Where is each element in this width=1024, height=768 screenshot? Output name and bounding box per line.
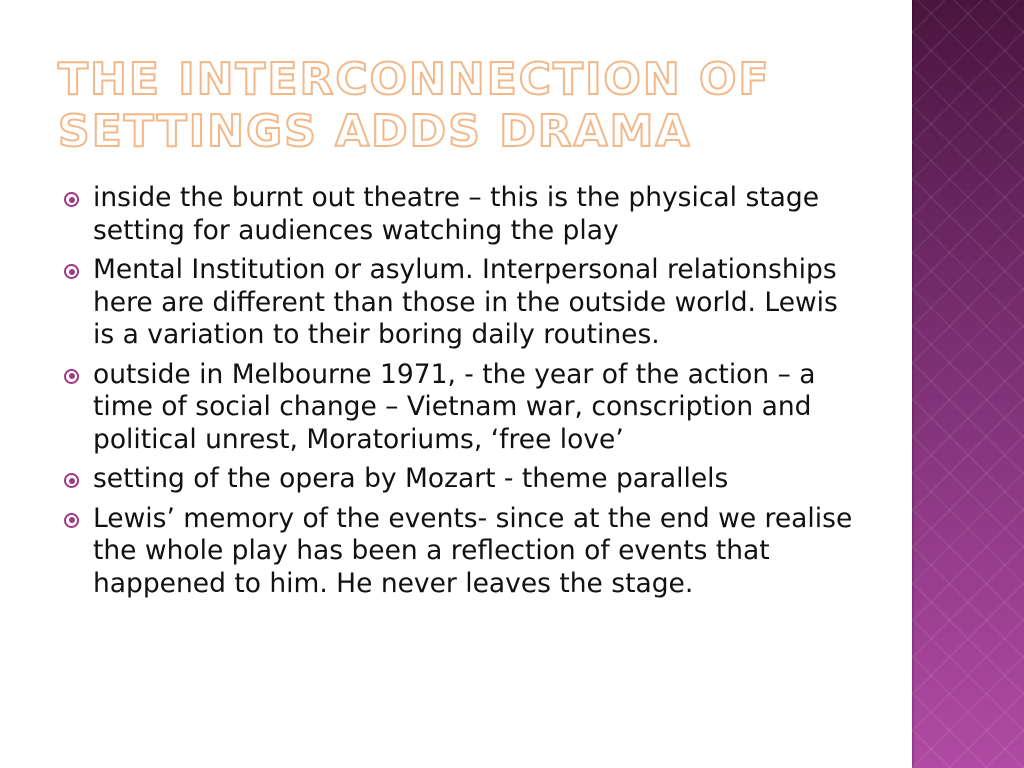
side-band-edge: [912, 0, 914, 768]
slide-title-line-1: THE INTERCONNECTION OF: [58, 54, 771, 105]
circle-bullet-icon: [64, 369, 79, 384]
bullet-text: Mental Institution or asylum. Interpersonal relationships here are different than those in the outside world. Lewis is a variation to their boring daily routines.: [93, 254, 838, 350]
bullet-list: [64, 182, 864, 607]
bullet-text: setting of the opera by Mozart - theme parallels: [93, 463, 729, 494]
bullet-text: outside in Melbourne 1971, - the year of the action – a time of social change – Vietnam war, conscription and political unrest, Moratoriums, ‘free love’: [93, 358, 816, 455]
bullet-item: [64, 182, 864, 247]
bullet-text: Lewis’ memory of the events- since at the end we realise the whole play has been a reflection of events that happened to him. He never leaves the stage.: [93, 502, 853, 599]
circle-bullet-icon: [64, 513, 79, 528]
bullet-item: [64, 254, 864, 352]
bullet-item: [64, 503, 864, 601]
bullet-text: inside the burnt out theatre – this is the physical stage setting for audiences watching the play: [93, 182, 820, 246]
slide-title: [58, 54, 888, 158]
circle-bullet-icon: [64, 473, 79, 488]
decorative-side-band: [912, 0, 1024, 768]
bullet-item: [64, 359, 864, 457]
circle-bullet-icon: [64, 192, 79, 207]
diamond-pattern: [912, 0, 1024, 768]
circle-bullet-icon: [64, 264, 79, 279]
bullet-item: [64, 463, 864, 496]
slide-title-line-2: SETTINGS ADDS DRAMA: [58, 106, 692, 157]
